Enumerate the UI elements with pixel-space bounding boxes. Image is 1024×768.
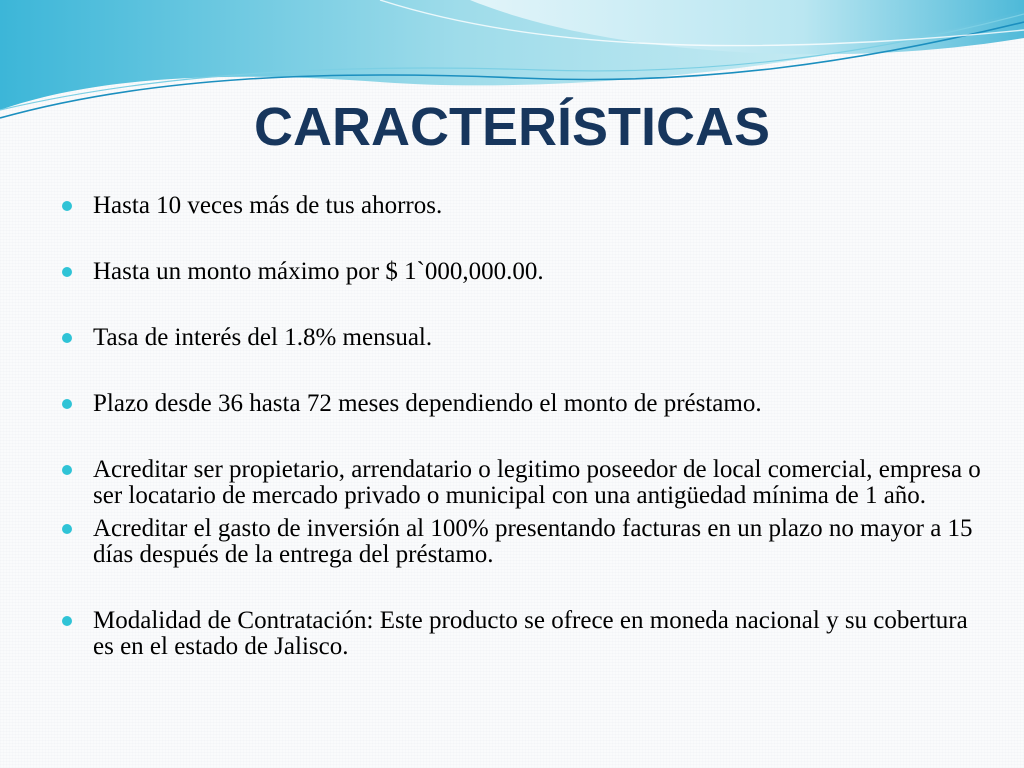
slide-title: CARACTERÍSTICAS bbox=[253, 97, 770, 157]
bullet-item bbox=[62, 325, 982, 351]
bullet-item bbox=[62, 193, 982, 219]
bullet-dot-icon bbox=[62, 616, 72, 626]
bullet-text: Hasta un monto máximo por $ 1`000,000.00. bbox=[93, 258, 544, 285]
bullet-text: Hasta 10 veces más de tus ahorros. bbox=[93, 192, 443, 219]
bullet-dot-icon bbox=[62, 524, 72, 534]
bullet-text: Tasa de interés del 1.8% mensual. bbox=[93, 324, 433, 351]
bullet-text: Acreditar el gasto de inversión al 100% presentando facturas en un plazo no mayor a 15 días después de la entrega del préstamo. bbox=[93, 515, 973, 568]
bullet-dot-icon bbox=[62, 201, 72, 211]
bullet-dot-icon bbox=[62, 333, 72, 343]
bullet-item bbox=[62, 516, 982, 568]
bullet-text: Acreditar ser propietario, arrendatario o legitimo poseedor de local comercial, empresa o ser locatario de mercado privado o municipal con una antigüedad mínima de 1 año. bbox=[93, 456, 981, 509]
bullet-list bbox=[62, 193, 982, 660]
bullet-dot-icon bbox=[62, 465, 72, 475]
bullet-item bbox=[62, 259, 982, 285]
bullet-text: Modalidad de Contratación: Este producto se ofrece en moneda nacional y su cobertura es en el estado de Jalisco. bbox=[93, 607, 968, 660]
bullet-dot-icon bbox=[62, 399, 72, 409]
bullet-item bbox=[62, 391, 982, 417]
bullet-text: Plazo desde 36 hasta 72 meses dependiendo el monto de préstamo. bbox=[93, 390, 762, 417]
bullet-dot-icon bbox=[62, 267, 72, 277]
bullet-item bbox=[62, 608, 982, 660]
bullet-item bbox=[62, 457, 982, 509]
